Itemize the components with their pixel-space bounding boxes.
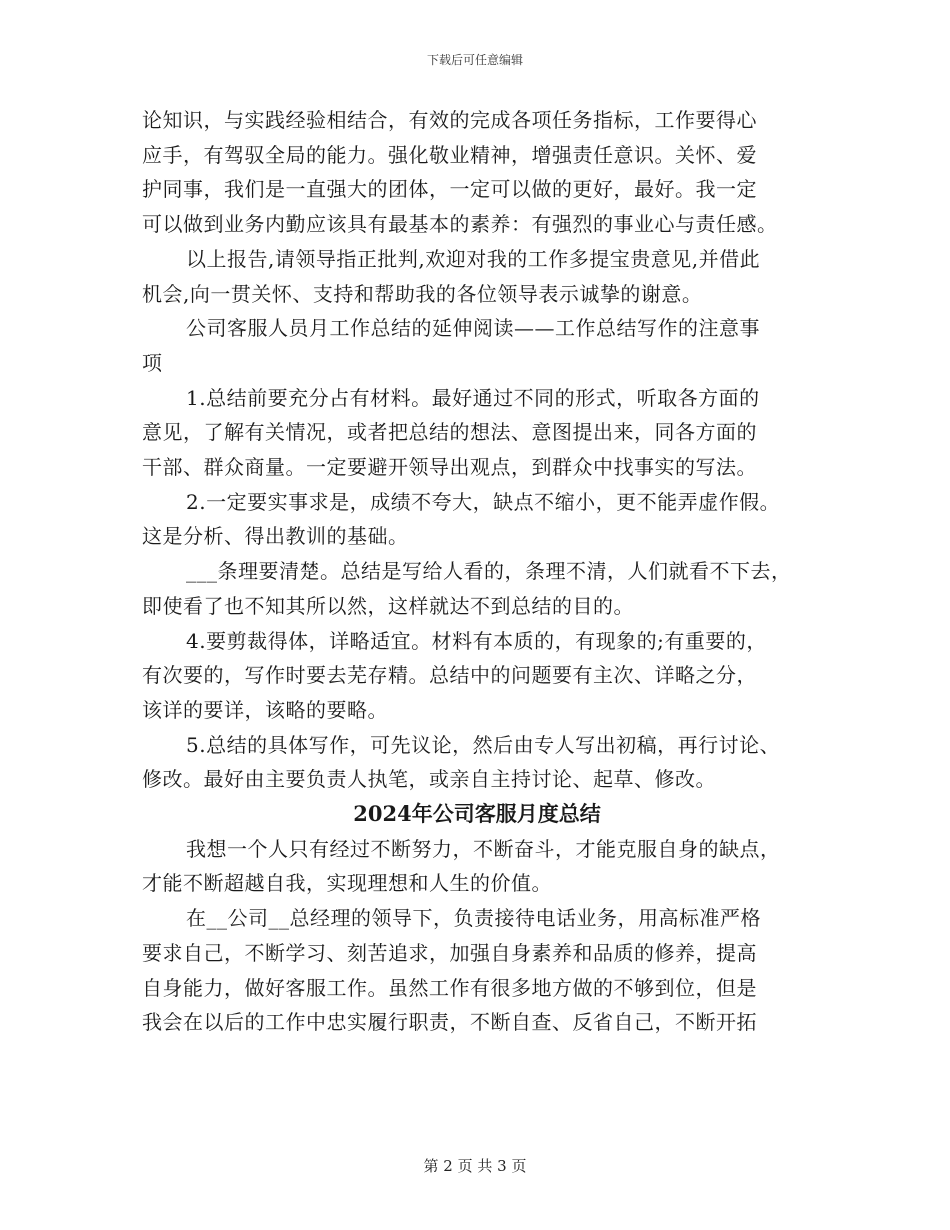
paragraph-line: 护同事，我们是一直强大的团体，一定可以做的更好，最好。我一定	[142, 177, 757, 202]
list-item-line: 4.要剪裁得体，详略适宜。材料有本质的，有现象的;有重要的，	[186, 628, 767, 653]
page-footer: 第 2 页 共 3 页	[423, 1157, 527, 1175]
paragraph-line: 论知识，与实践经验相结合，有效的完成各项任务指标，工作要得心	[142, 108, 757, 132]
list-item-line: 5.总结的具体写作，可先议论，然后由专人写出初稿，再行讨论、	[186, 732, 781, 757]
paragraph-line: 才能不断超越自我，实现理想和人生的价值。	[142, 871, 552, 896]
paragraph-line: 自身能力，做好客服工作。虽然工作有很多地方做的不够到位，但是	[142, 975, 757, 1000]
list-item-line: 意见，了解有关情况，或者把总结的想法、意图提出来，同各方面的	[142, 420, 757, 445]
list-item-line: 这是分析、得出教训的基础。	[142, 524, 409, 549]
section-title: 2024年公司客服月度总结	[353, 801, 601, 827]
paragraph-line: 项	[142, 350, 163, 375]
paragraph-line: 可以做到业务内勤应该具有最基本的素养：有强烈的事业心与责任感。	[142, 212, 778, 237]
list-item-line: 即使看了也不知其所以然，这样就达不到总结的目的。	[142, 593, 634, 618]
paragraph-line: 以上报告,请领导指正批判,欢迎对我的工作多提宝贵意见,并借此	[186, 246, 761, 271]
paragraph-line: 公司客服人员月工作总结的延伸阅读——工作总结写作的注意事	[186, 316, 760, 341]
paragraph-line: 机会,向一贯关怀、支持和帮助我的各位领导表示诚挚的谢意。	[142, 281, 703, 306]
list-item-line: 干部、群众商量。一定要避开领导出观点，到群众中找事实的写法。	[142, 455, 757, 480]
list-item-line: 1.总结前要充分占有材料。最好通过不同的形式，听取各方面的	[186, 385, 760, 410]
paragraph-line: 要求自己，不断学习、刻苦追求，加强自身素养和品质的修养，提高	[142, 940, 757, 965]
list-item-line: 2.一定要实事求是，成绩不夸大，缺点不缩小，更不能弄虚作假。	[186, 489, 781, 514]
list-item-line: 修改。最好由主要负责人执笔，或亲自主持讨论、起草、修改。	[142, 767, 716, 792]
document-body	[142, 103, 812, 1040]
paragraph-line: 我会在以后的工作中忠实履行职责，不断自查、反省自己，不断开拓	[142, 1010, 757, 1035]
list-item-line: 该详的要详，该略的要略。	[142, 697, 388, 722]
page-header: 下载后可任意编辑	[426, 53, 523, 67]
list-item-line: ___条理要清楚。总结是写给人看的，条理不清，人们就看不下去，	[186, 559, 792, 584]
paragraph-line: 我想一个人只有经过不断努力，不断奋斗，才能克服自身的缺点，	[186, 836, 781, 861]
paragraph-line: 应手，有驾驭全局的能力。强化敬业精神，增强责任意识。关怀、爱	[142, 142, 757, 167]
paragraph-line: 在__公司__总经理的领导下，负责接待电话业务，用高标准严格	[186, 906, 761, 931]
list-item-line: 有次要的，写作时要去芜存精。总结中的问题要有主次、详略之分，	[142, 663, 757, 688]
